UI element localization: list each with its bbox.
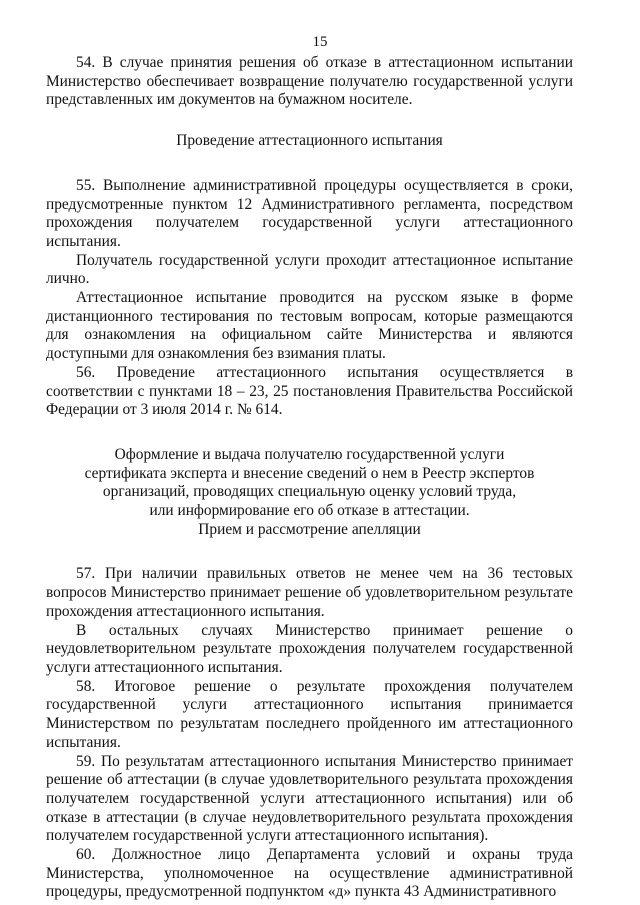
paragraph-54: 54. В случае принятия решения об отказе в аттестационном испытании Министерство обеспечивает возвращение получателю государственной услуги представленных им документов на бумажном носителе. bbox=[46, 54, 573, 109]
paragraph-58: 58. Итоговое решение о результате прохождения получателем государственной услуги аттестационного испытания принимается Министерством по результатам последнего пройденного им аттестационного испытания. bbox=[46, 677, 573, 751]
paragraph-57-other-cases: В остальных случаях Министерство принимает решение о неудовлетворительном результате прохождения получателем государственной услуги аттестационного испытания. bbox=[46, 621, 573, 676]
section-heading-line: Прием и рассмотрение апелляции bbox=[198, 520, 421, 538]
paragraph-59: 59. По результатам аттестационного испытания Министерство принимает решение об аттестации (в случае удовлетворительного результата прохождения получателем государственной услуги аттестационного испытания) или об отказе в аттестации (в случае неудовлетворительного результата прохождения получателем государственной услуги аттестационного испытания). bbox=[46, 752, 573, 845]
section-heading-attestation-test: Проведение аттестационного испытания bbox=[176, 132, 443, 150]
paragraph-60: 60. Должностное лицо Департамента условий и охраны труда Министерства, уполномоченное на осуществление административной процедуры, предусмотренной подпунктом «д» пункта 43 Административного bbox=[46, 846, 573, 901]
paragraph-55-language: Аттестационное испытание проводится на русском языке в форме дистанционного тестирования по тестовым вопросам, которые размещаются для ознакомления на официальном сайте Министерства и являются доступными для ознакомления без взимания платы. bbox=[46, 289, 573, 363]
section-heading-line: организаций, проводящих специальную оценку условий труда, bbox=[102, 483, 517, 501]
paragraph-57: 57. При наличии правильных ответов не менее чем на 36 тестовых вопросов Министерство принимает решение об удовлетворительном результате прохождения аттестационного испытания. bbox=[46, 565, 573, 620]
paragraph-55: 55. Выполнение административной процедуры осуществляется в сроки, предусмотренные пунктом 12 Административного регламента, посредством прохождения получателем государственной услуги аттестационного испытания. bbox=[46, 176, 573, 250]
paragraph-56: 56. Проведение аттестационного испытания осуществляется в соответствии с пунктами 18 – 23, 25 постановления Правительства Российской Федерации от 3 июля 2014 г. № 614. bbox=[46, 363, 573, 419]
document-body bbox=[46, 54, 573, 902]
section-heading-line: сертификата эксперта и внесение сведений о нем в Реестр экспертов bbox=[84, 464, 535, 482]
page-number: 15 bbox=[312, 34, 328, 50]
section-heading-line: Оформление и выдача получателю государственной услуги bbox=[114, 445, 505, 463]
paragraph-55-personal: Получатель государственной услуги проходит аттестационное испытание лично. bbox=[46, 251, 573, 288]
section-heading-line: или информирование его об отказе в аттестации. bbox=[149, 502, 470, 520]
section-heading-certificate bbox=[46, 446, 573, 540]
